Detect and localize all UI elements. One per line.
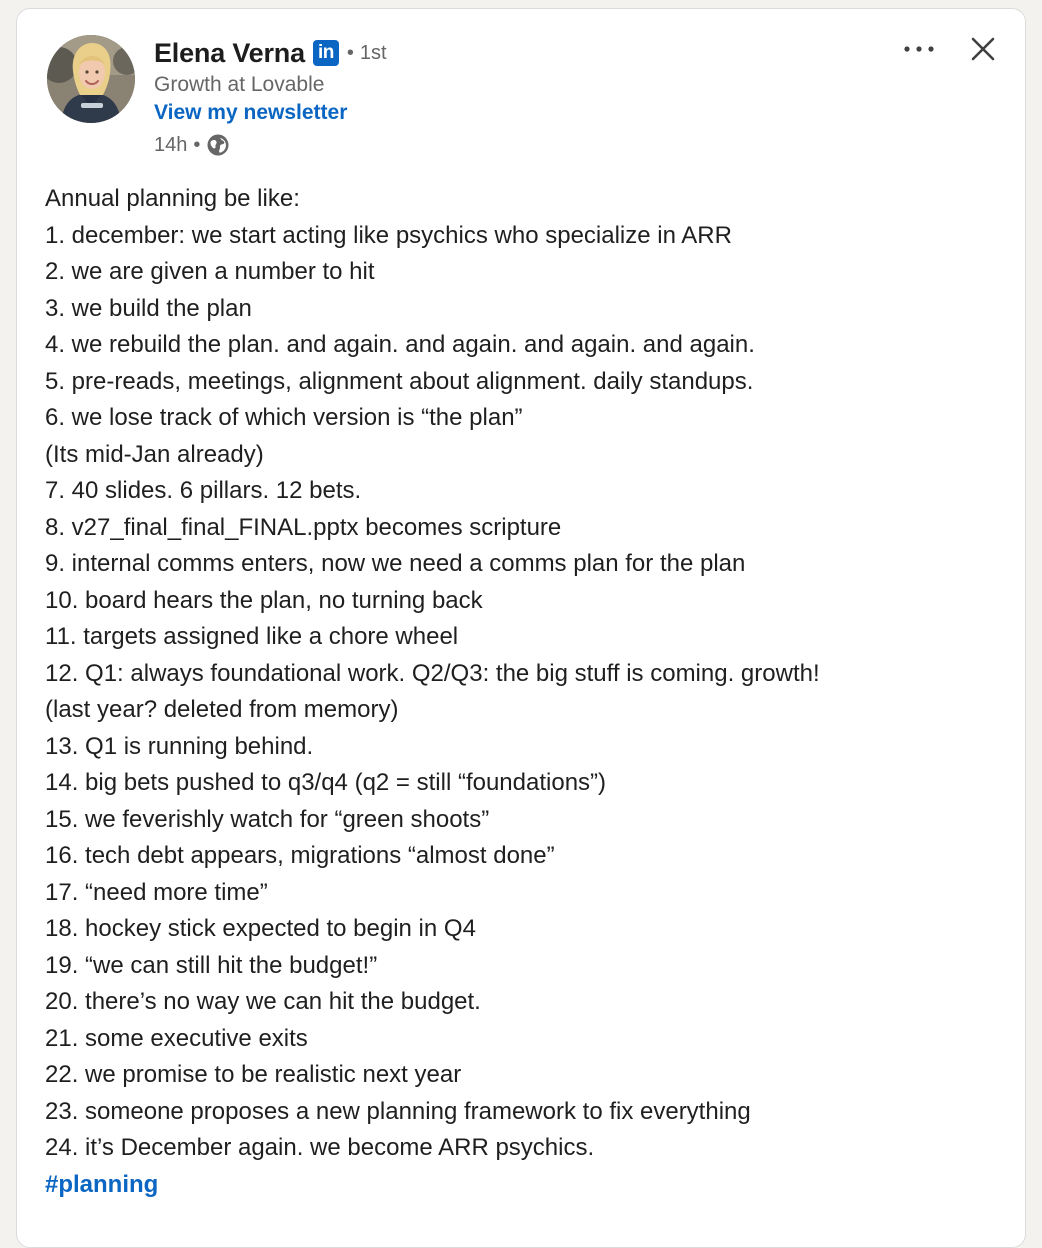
view-newsletter-link[interactable]: View my newsletter: [154, 101, 348, 124]
post-time: 14h: [154, 133, 188, 156]
post-line: 23. someone proposes a new planning framework to fix everything: [45, 1097, 751, 1125]
author-name-row: [154, 35, 387, 71]
post-line: 18. hockey stick expected to begin in Q4: [45, 915, 476, 942]
post-line: 14. big bets pushed to q3/q4 (q2 = still “foundations”): [45, 769, 607, 796]
post-line: Annual planning be like:: [45, 185, 300, 212]
post-line: 15. we feverishly watch for “green shoots”: [45, 805, 490, 833]
post-line: 11. targets assigned like a chore wheel: [45, 623, 459, 650]
meta-separator: •: [193, 133, 201, 156]
post-meta: [154, 131, 230, 159]
post-line: 17. “need more time”: [45, 878, 268, 906]
more-horizontal-icon: [903, 45, 935, 53]
post-text: [45, 181, 1015, 1203]
post-line: 12. Q1: always foundational work. Q2/Q3: the big stuff is coming. growth!: [45, 659, 820, 687]
linkedin-badge-icon: in: [313, 40, 339, 66]
post-line: 3. we build the plan: [45, 294, 252, 322]
post-line: 5. pre-reads, meetings, alignment about alignment. daily standups.: [45, 367, 754, 395]
connection-separator: •: [346, 41, 354, 64]
author-name[interactable]: Elena Verna: [154, 37, 305, 68]
post-line: 24. it’s December again. we become ARR psychics.: [45, 1134, 595, 1161]
post-line: 10. board hears the plan, no turning back: [45, 586, 483, 614]
post-line: 19. “we can still hit the budget!”: [45, 951, 378, 979]
more-options-button[interactable]: [897, 31, 941, 67]
post-line: 2. we are given a number to hit: [45, 258, 375, 285]
post-line: 9. internal comms enters, now we need a comms plan for the plan: [45, 550, 746, 577]
post-line: (Its mid-Jan already): [45, 440, 264, 468]
post-line: 1. december: we start acting like psychics who specialize in ARR: [45, 221, 732, 249]
post-card: [16, 8, 1026, 1248]
post-line: 21. some executive exits: [45, 1024, 308, 1052]
author-headline: Growth at Lovable: [154, 73, 325, 96]
post-line: 13. Q1 is running behind.: [45, 732, 314, 760]
post-line: (last year? deleted from memory): [45, 696, 399, 723]
globe-icon: [206, 133, 230, 157]
post-line: 22. we promise to be realistic next year: [45, 1061, 462, 1088]
close-icon: [970, 36, 996, 62]
post-line: 16. tech debt appears, migrations “almost done”: [45, 842, 555, 869]
post-line: 8. v27_final_final_FINAL.pptx becomes scripture: [45, 513, 562, 541]
avatar[interactable]: [47, 35, 135, 123]
hashtag-link[interactable]: #planning: [45, 1170, 159, 1198]
post-line: 20. there’s no way we can hit the budget.: [45, 988, 481, 1015]
connection-degree: 1st: [359, 41, 387, 64]
post-line: 4. we rebuild the plan. and again. and again. and again. and again.: [45, 331, 755, 358]
post-line: 6. we lose track of which version is “the plan”: [45, 404, 523, 431]
post-line: 7. 40 slides. 6 pillars. 12 bets.: [45, 477, 362, 504]
close-post-button[interactable]: [961, 29, 1005, 69]
avatar-photo: [47, 35, 135, 123]
